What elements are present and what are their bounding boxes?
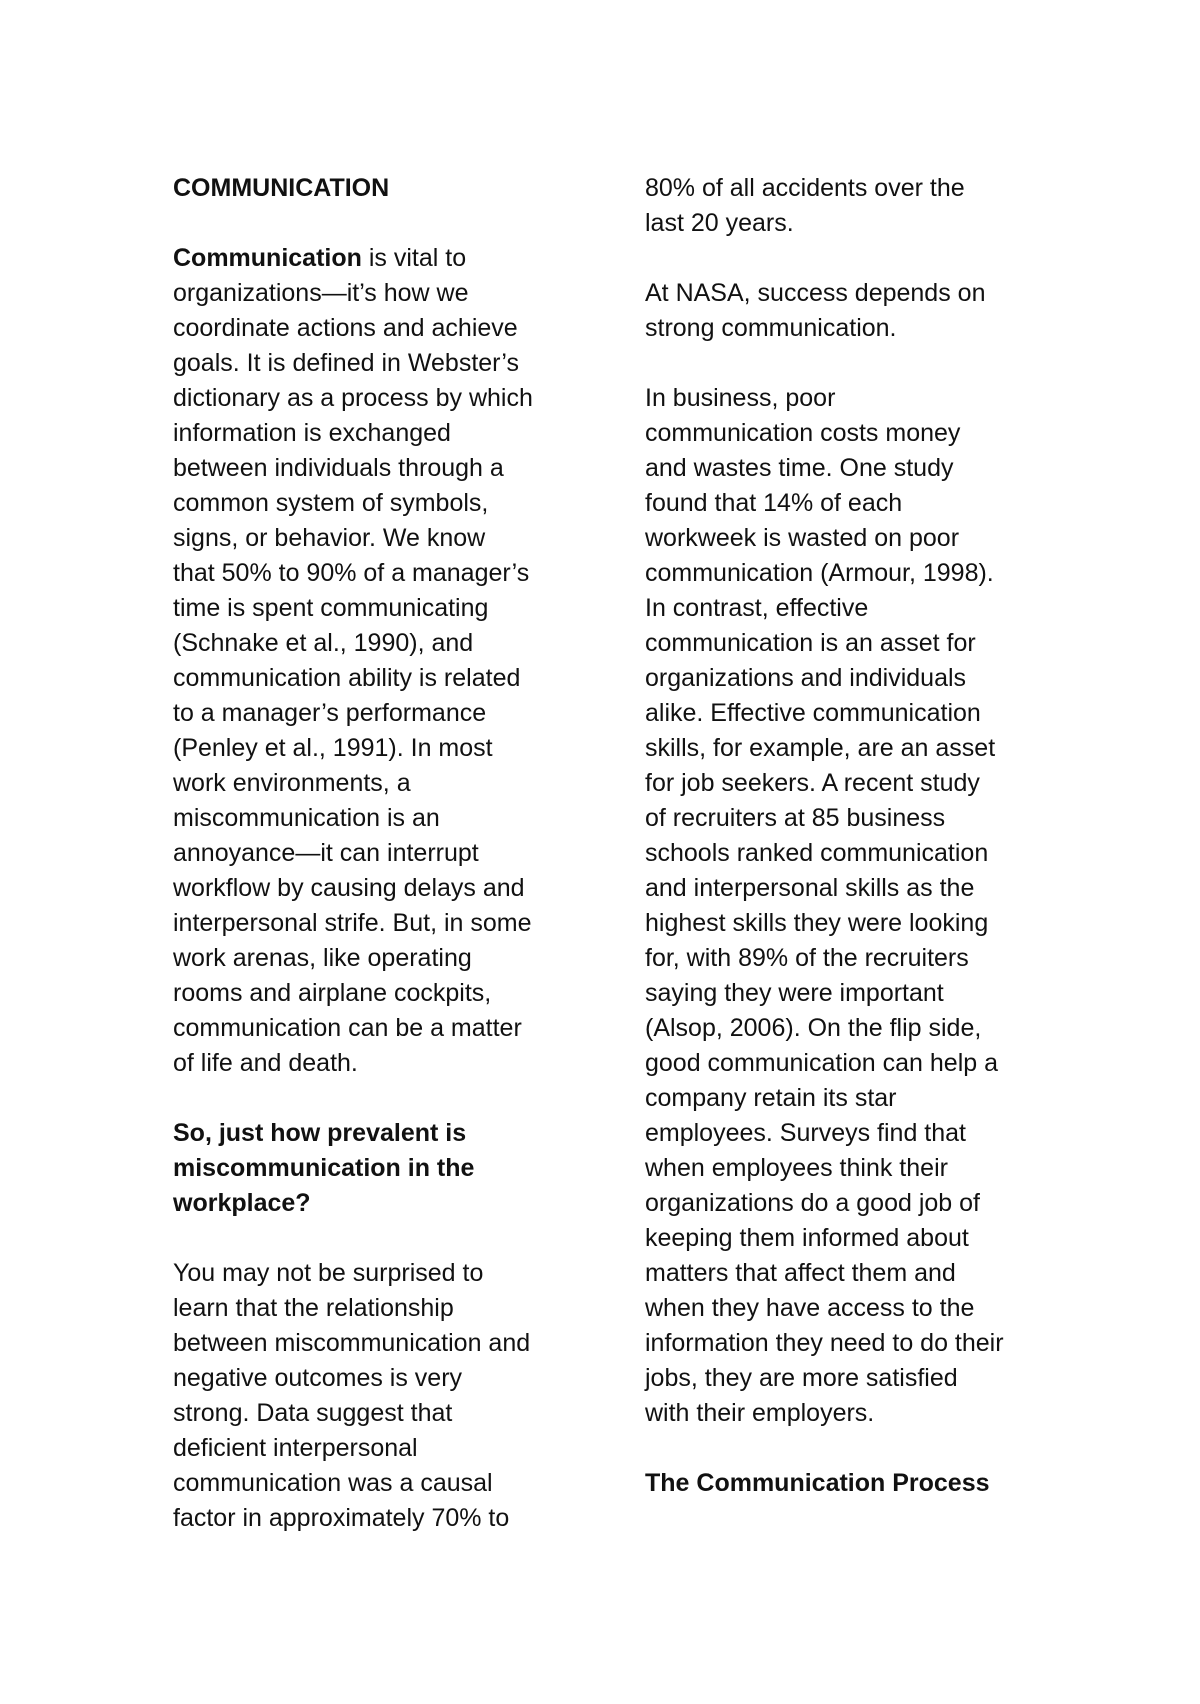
answer-line: negative outcomes is very [173,1364,463,1392]
business-line: In business, poor [645,384,836,412]
right-column [645,171,1045,1501]
heading-line: So, just how prevalent is [173,1119,467,1147]
business-line: saying they were important [645,979,944,1007]
intro-line: common system of symbols, [173,489,489,517]
intro-line: communication ability is related [173,664,521,692]
business-line: matters that affect them and [645,1259,956,1287]
business-line: schools ranked communication [645,839,989,867]
business-line: workweek is wasted on poor [645,524,960,552]
intro-line: that 50% to 90% of a manager’s [173,559,530,587]
spacer [173,1081,563,1116]
business-line: for job seekers. A recent study [645,769,980,797]
answer-paragraph [173,1256,563,1536]
business-line: communication is an asset for [645,629,976,657]
intro-line: (Schnake et al., 1990), and [173,629,474,657]
business-line: employees. Surveys find that [645,1119,966,1147]
business-line: communication (Armour, 1998). [645,559,994,587]
business-line: company retain its star [645,1084,897,1112]
answer-line: between miscommunication and [173,1329,531,1357]
business-line: when they have access to the [645,1294,975,1322]
continuation-line: 80% of all accidents over the [645,174,965,202]
question-heading [173,1116,563,1221]
intro-line: organizations—it’s how we [173,279,469,307]
intro-line: miscommunication is an [173,804,440,832]
intro-line [173,241,563,276]
left-column [173,171,563,1536]
spacer [173,206,563,241]
continuation-paragraph [645,171,1045,241]
answer-line: communication was a causal [173,1469,493,1497]
intro-line: signs, or behavior. We know [173,524,486,552]
answer-line: strong. Data suggest that [173,1399,453,1427]
intro-line: coordinate actions and achieve [173,314,518,342]
business-line: and interpersonal skills as the [645,874,975,902]
document-title: COMMUNICATION [173,174,390,202]
answer-line: learn that the relationship [173,1294,454,1322]
intro-line: communication can be a matter [173,1014,522,1042]
business-paragraph [645,381,1045,1431]
intro-paragraph [173,241,563,1081]
spacer [645,241,1045,276]
intro-line: work environments, a [173,769,411,797]
intro-line: dictionary as a process by which [173,384,533,412]
business-line: good communication can help a [645,1049,999,1077]
business-line: communication costs money [645,419,961,447]
business-line: with their employers. [645,1399,875,1427]
business-line: organizations and individuals [645,664,967,692]
intro-line: time is spent communicating [173,594,489,622]
business-line: organizations do a good job of [645,1189,980,1217]
section-heading: The Communication Process [645,1469,990,1497]
intro-line: interpersonal strife. But, in some [173,909,532,937]
answer-line: You may not be surprised to [173,1259,484,1287]
spacer [645,1431,1045,1466]
intro-line: work arenas, like operating [173,944,472,972]
intro-term: Communication [173,244,362,272]
business-line: highest skills they were looking [645,909,989,937]
intro-line: workflow by causing delays and [173,874,525,902]
continuation-line: last 20 years. [645,209,794,237]
business-line: found that 14% of each [645,489,903,517]
answer-line: factor in approximately 70% to [173,1504,510,1532]
nasa-line: At NASA, success depends on [645,279,986,307]
intro-term-rest: is vital to [361,244,467,272]
intro-line: information is exchanged [173,419,451,447]
intro-line: annoyance—it can interrupt [173,839,479,867]
business-line: information they need to do their [645,1329,1004,1357]
intro-line: of life and death. [173,1049,358,1077]
business-line: alike. Effective communication [645,699,981,727]
intro-line: between individuals through a [173,454,504,482]
heading-line: workplace? [173,1189,311,1217]
business-line: keeping them informed about [645,1224,969,1252]
intro-line: rooms and airplane cockpits, [173,979,492,1007]
business-line: (Alsop, 2006). On the flip side, [645,1014,982,1042]
nasa-paragraph [645,276,1045,346]
intro-line: to a manager’s performance [173,699,487,727]
spacer [173,1221,563,1256]
intro-line: goals. It is defined in Webster’s [173,349,520,377]
business-line: skills, for example, are an asset [645,734,996,762]
business-line: for, with 89% of the recruiters [645,944,969,972]
answer-line: deficient interpersonal [173,1434,418,1462]
heading-line: miscommunication in the [173,1154,475,1182]
intro-line: (Penley et al., 1991). In most [173,734,493,762]
business-line: and wastes time. One study [645,454,954,482]
business-line: of recruiters at 85 business [645,804,946,832]
nasa-line: strong communication. [645,314,897,342]
spacer [645,346,1045,381]
business-line: In contrast, effective [645,594,869,622]
business-line: jobs, they are more satisfied [645,1364,958,1392]
business-line: when employees think their [645,1154,948,1182]
